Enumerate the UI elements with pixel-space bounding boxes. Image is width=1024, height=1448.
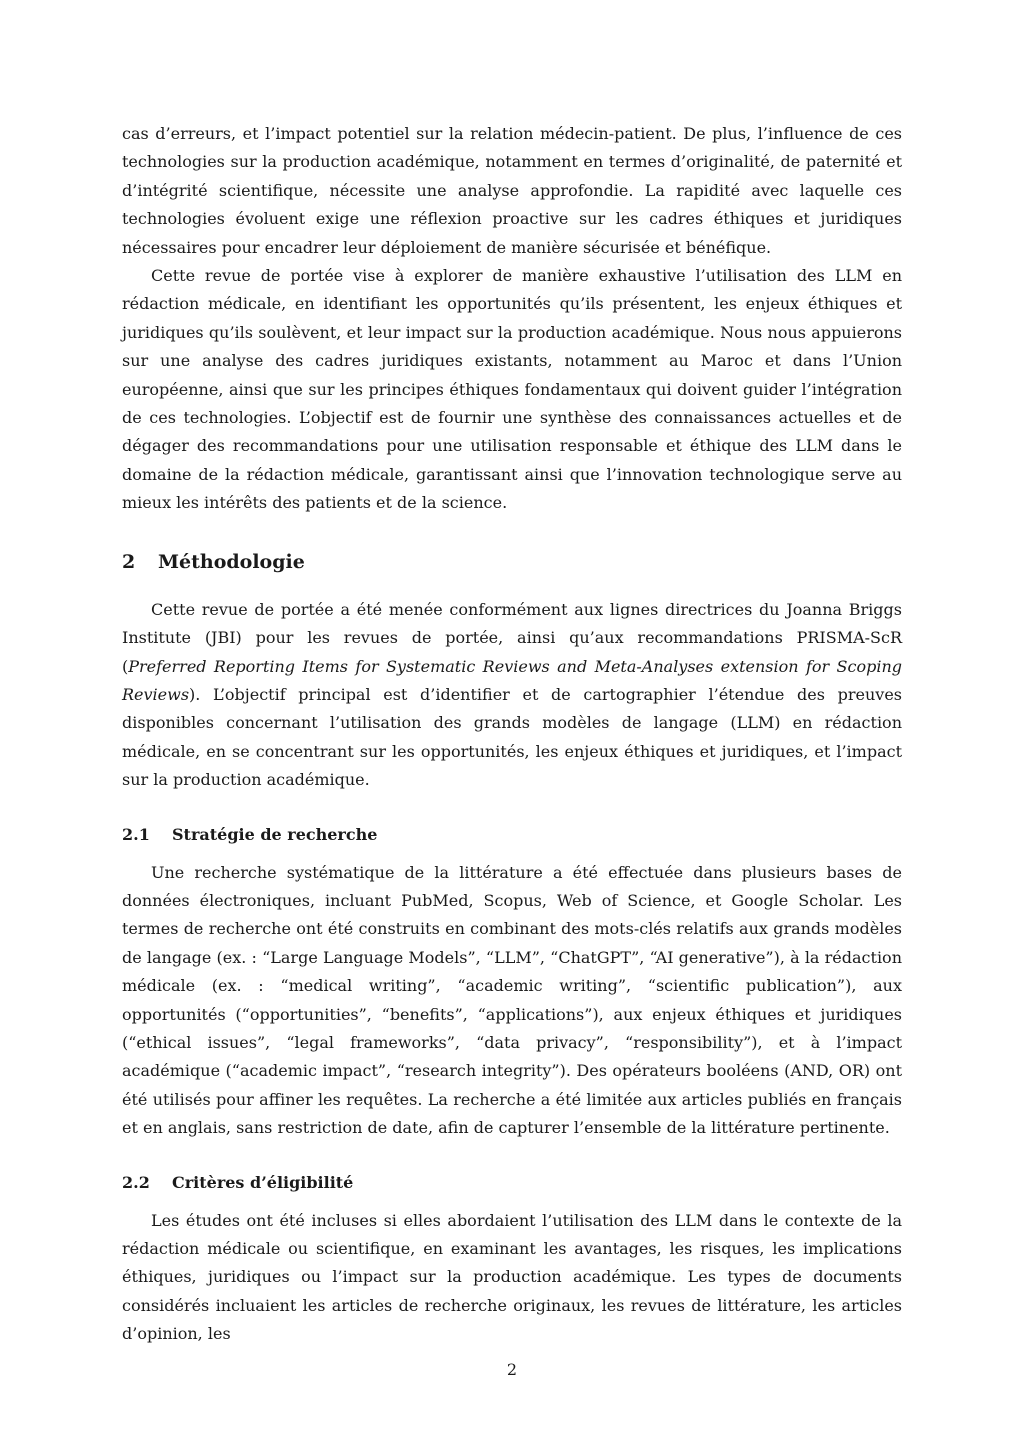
search-strategy-paragraph: Une recherche systématique de la littérature a été effectuée dans plusieurs bases de données électroniques, incluant PubMed, Scopus, Web of Science, et Google Scholar. Les termes de recherche ont été construits en combinant des mots-clés relatifs aux grands modèles de langage (ex. : “Large Language Models”, “LLM”, “ChatGPT”, “AI generative”), à la rédaction médicale (ex. : “medical writing”, “academic writing”, “scientific publication”), aux opportunités (“opportunities”, “benefits”, “applications”), aux enjeux éthiques et juridiques (“ethical issues”, “legal frameworks”, “data privacy”, “responsibility”), et à l’impact académique (“academic impact”, “research integrity”). Des opérateurs booléens (AND, OR) ont été utilisés pour affiner les requêtes. La recherche a été limitée aux articles publiés en français et en anglais, sans restriction de date, afin de capturer l’ensemble de la littérature pertinente. xyxy=(122,862,902,1138)
subsection-heading-search xyxy=(122,821,902,849)
intro-paragraph-objective: Cette revue de portée vise à explorer de manière exhaustive l’utilisation des LLM en rédaction médicale, en identifiant les opportunités qu’ils présentent, les enjeux éthiques et juridiques qu’ils soulèvent, et leur impact sur la production académique. Nous nous appuierons sur une analyse des cadres juridiques existants, notamment au Maroc et dans l’Union européenne, ainsi que sur les principes éthiques fondamentaux qui doivent guider l’intégration de ces technologies. L’objectif est de fournir une synthèse des connaissances actuelles et de dégager des recommandations pour une utilisation responsable et éthique des LLM dans le domaine de la rédaction médicale, garantissant ainsi que l’innovation technologique serve au mieux les intérêts des patients et de la science. xyxy=(122,266,902,513)
section-title: Méthodologie xyxy=(158,550,305,573)
section-heading xyxy=(122,548,902,576)
subsection-heading-eligibility xyxy=(122,1169,902,1197)
subsection-number: 2.1 xyxy=(122,824,150,844)
subsection-title: Stratégie de recherche xyxy=(172,824,378,844)
methodology-text-after: ). L’objectif principal est d’identifier et de cartographier l’étendue des preuves disponibles concernant l’utilisation des grands modèles de langage (LLM) en rédaction médicale, en se concentrant sur les opportunités, les enjeux éthiques et juridiques, et l’impact sur la production académique. xyxy=(122,684,902,790)
methodology-paragraph xyxy=(122,596,902,795)
subsection-number: 2.2 xyxy=(122,1172,150,1192)
page-body xyxy=(122,120,902,1349)
eligibility-paragraph: Les études ont été incluses si elles abordaient l’utilisation des LLM dans le contexte de la rédaction médicale ou scientifique, en examinant les avantages, les risques, les implications éthiques, juridiques ou l’impact sur la production académique. Les types de documents considérés incluaient les articles de recherche originaux, les revues de littérature, les articles d’opinion, les xyxy=(122,1210,902,1344)
intro-paragraph-continued: cas d’erreurs, et l’impact potentiel sur la relation médecin-patient. De plus, l’influence de ces technologies sur la production académique, notamment en termes d’originalité, de paternité et d’intégrité scientifique, nécessite une analyse approfondie. La rapidité avec laquelle ces technologies évoluent exige une réflexion proactive sur les cadres éthiques et juridiques nécessaires pour encadrer leur déploiement de manière sécurisée et bénéfique. xyxy=(122,124,902,257)
methodology-text-before: Cette revue de portée a été menée conformément aux lignes directrices du Joanna Briggs Institute (JBI) pour les revues de portée, ainsi qu’aux recommandations PRISMA-ScR ( xyxy=(122,599,902,676)
section-number: 2 xyxy=(122,550,136,573)
page-number: 2 xyxy=(506,1360,518,1379)
subsection-title: Critères d’éligibilité xyxy=(172,1172,354,1192)
prisma-expansion: Preferred Reporting Items for Systematic Reviews and Meta-Analyses extension for Scoping Reviews xyxy=(122,656,902,704)
